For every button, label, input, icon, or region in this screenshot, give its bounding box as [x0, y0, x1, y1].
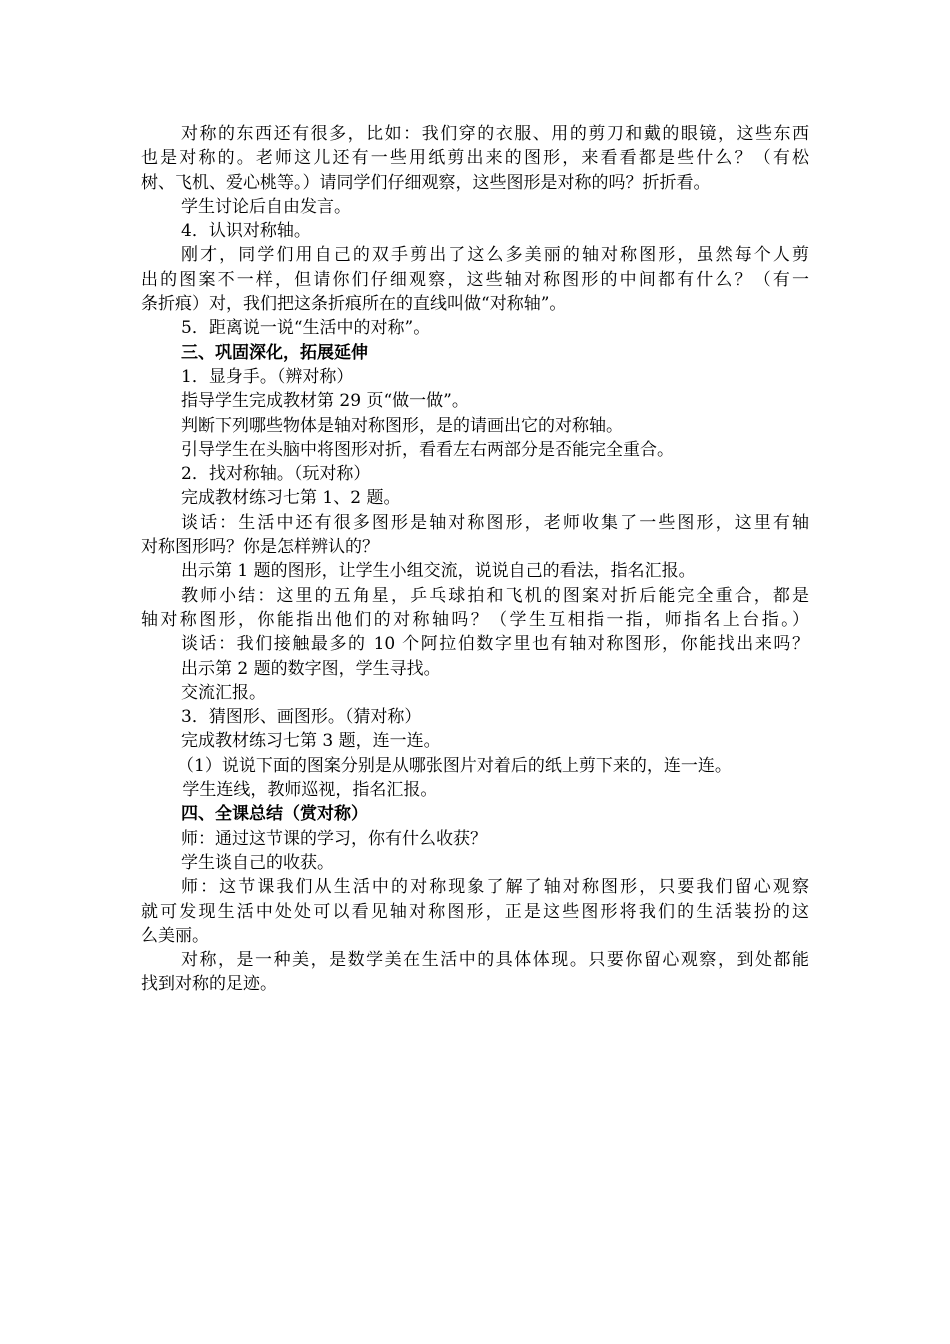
text-line: 学生讨论后自由发言。 — [181, 196, 351, 217]
text-line: 指导学生完成教材第 29 页“做一做”。 — [181, 391, 469, 412]
text-line: 找到对称的足迹。 — [141, 974, 277, 995]
text-line: 完成教材练习七第 1、2 题。 — [181, 488, 401, 509]
text-line: 交流汇报。 — [181, 682, 266, 703]
text-line: 树、飞机、爱心桃等。）请同学们仔细观察，这些图形是对称的吗？折折看。 — [141, 172, 711, 193]
text-line: 对称，是一种美，是数学美在生活中的具体体现。只要你留心观察，到处都能 — [181, 950, 809, 971]
text-line: 对称图形吗？你是怎样辨认的？ — [141, 537, 379, 558]
text-line: 学生连线，教师巡视，指名汇报。 — [177, 780, 438, 801]
text-line: 师：通过这节课的学习，你有什么收获？ — [181, 828, 487, 849]
text-line: 也是对称的。老师这儿还有一些用纸剪出来的图形，来看看都是些什么？（有松 — [141, 148, 809, 169]
text-line: 出的图案不一样，但请你们仔细观察，这些轴对称图形的中间都有什么？（有一 — [141, 269, 809, 290]
text-line: 出示第 2 题的数字图，学生寻找。 — [181, 658, 441, 679]
section-heading: 三、巩固深化，拓展延伸 — [181, 342, 368, 363]
text-line: 师：这节课我们从生活中的对称现象了解了轴对称图形，只要我们留心观察 — [181, 877, 809, 898]
text-line: 对称的东西还有很多，比如：我们穿的衣服、用的剪刀和戴的眼镜，这些东西 — [181, 124, 809, 144]
section-heading: 四、全课总结（赏对称） — [181, 804, 368, 825]
text-line: 谈话：生活中还有很多图形是轴对称图形，老师收集了一些图形，这里有轴 — [181, 512, 809, 533]
text-line: 教师小结：这里的五角星，乒乓球拍和飞机的图案对折后能完全重合，都是 — [181, 585, 809, 606]
text-line: 么美丽。 — [141, 925, 209, 946]
text-line: 2．找对称轴。（玩对称） — [181, 464, 371, 485]
text-line: 完成教材练习七第 3 题，连一连。 — [181, 731, 441, 752]
text-line: 5．距离说一说“生活中的对称”。 — [181, 318, 431, 339]
text-line: 轴对称图形，你能指出他们的对称轴吗？（学生互相指一指，师指名上台指。） — [141, 609, 809, 630]
text-line: 引导学生在头脑中将图形对折，看看左右两部分是否能完全重合。 — [181, 439, 674, 460]
text-line: 就可发现生活中处处可以看见轴对称图形，正是这些图形将我们的生活装扮的这 — [141, 901, 809, 922]
text-line: 出示第 1 题的图形，让学生小组交流，说说自己的看法，指名汇报。 — [181, 561, 696, 582]
text-line: 条折痕）对，我们把这条折痕所在的直线叫做“对称轴”。 — [141, 294, 567, 315]
text-line: 3．猜图形、画图形。（猜对称） — [181, 707, 422, 728]
text-line: （1）说说下面的图案分别是从哪张图片对着后的纸上剪下来的，连一连。 — [177, 755, 732, 776]
text-line: 刚才，同学们用自己的双手剪出了这么多美丽的轴对称图形，虽然每个人剪 — [181, 245, 809, 266]
text-line: 1．显身手。（辨对称） — [181, 366, 354, 387]
text-line: 谈话：我们接触最多的 10 个阿拉伯数字里也有轴对称图形，你能找出来吗？ — [181, 634, 809, 655]
text-line: 4．认识对称轴。 — [181, 221, 311, 242]
document-body — [141, 122, 809, 997]
text-line: 学生谈自己的收获。 — [181, 852, 334, 873]
text-line: 判断下列哪些物体是轴对称图形，是的请画出它的对称轴。 — [181, 415, 623, 436]
